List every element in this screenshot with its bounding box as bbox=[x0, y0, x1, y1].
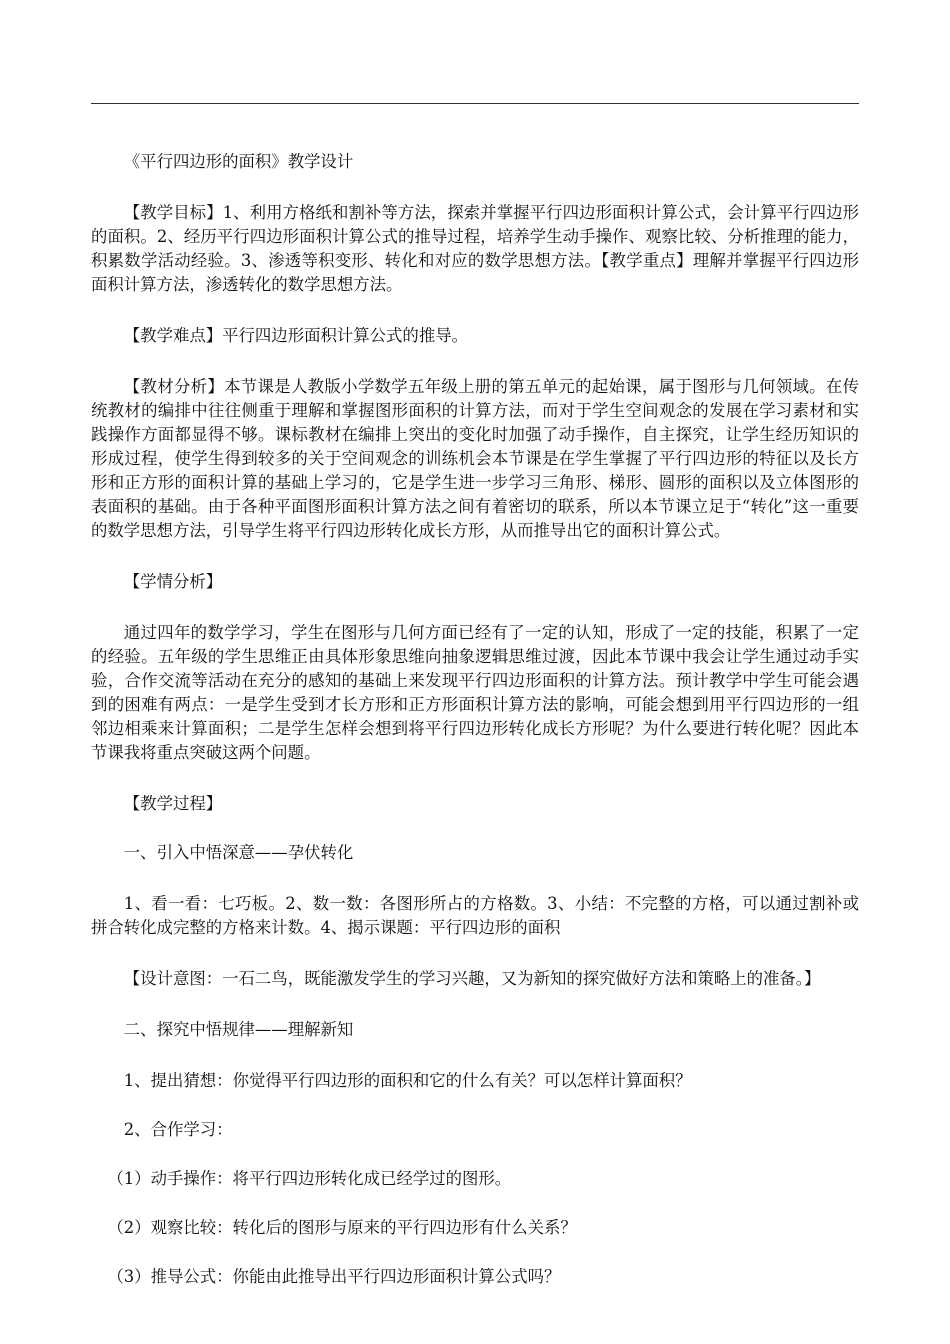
document-title: 《平行四边形的面积》教学设计 bbox=[123, 152, 354, 171]
step-observe-compare: （2）观察比较：转化后的图形与原来的平行四边形有什么关系？ bbox=[107, 1218, 577, 1237]
textbook-analysis-paragraph: 【教材分析】本节课是人教版小学数学五年级上册的第五单元的起始课，属于图形与几何领域。在传统教材的编排中往往侧重于理解和掌握图形面积的计算方法，而对于学生空间观念的发展在学习素材和实践操作方面都显得不够。课标教材在编排上突出的变化时加强了动手操作，自主探究，让学生经历知识的形成过程，使学生得到较多的关于空间观念的训练机会本节课是在学生掌握了平行四边形的特征以及长方形和正方形的面积计算的基础上学习的，它是学生进一步学习三角形、梯形、圆形的面积以及立体图形的表面积的基础。由于各种平面图形面积计算方法之间有着密切的联系，所以本节课立足于“转化”这一重要的数学思想方法，引导学生将平行四边形转化成长方形，从而推导出它的面积计算公式。 bbox=[91, 377, 859, 540]
teaching-goals-paragraph: 【教学目标】1、利用方格纸和割补等方法，探索并掌握平行四边形面积计算公式，会计算平行四边形的面积。2、经历平行四边形面积计算公式的推导过程，培养学生动手操作、观察比较、分析推理的能力，积累数学活动经验。3、渗透等积变形、转化和对应的数学思想方法。【教学重点】理解并掌握平行四边形面积计算方法，渗透转化的数学思想方法。 bbox=[91, 203, 859, 294]
section-1-heading: 一、引入中悟深意——孕伏转化 bbox=[123, 843, 354, 862]
teaching-process-heading: 【教学过程】 bbox=[123, 794, 223, 813]
step-hands-on-operation: （1）动手操作：将平行四边形转化成已经学过的图形。 bbox=[107, 1169, 512, 1188]
cooperative-learning-paragraph: 2、合作学习： bbox=[123, 1120, 233, 1139]
header-rule bbox=[91, 103, 859, 104]
section-2-heading: 二、探究中悟规律——理解新知 bbox=[123, 1020, 354, 1039]
section-1-design-intent: 【设计意图：一石二鸟，既能激发学生的学习兴趣，又为新知的探究做好方法和策略上的准备。】 bbox=[123, 969, 821, 988]
student-analysis-paragraph: 通过四年的数学学习，学生在图形与几何方面已经有了一定的认知，形成了一定的技能，积累了一定的经验。五年级的学生思维正由具体形象思维向抽象逻辑思维过渡，因此本节课中我会让学生通过动手实验，合作交流等活动在充分的感知的基础上来发现平行四边形面积的计算方法。预计教学中学生可能会遇到的困难有两点：一是学生受到才长方形和正方形面积计算方法的影响，可能会想到用平行四边形的一组邻边相乘来计算面积；二是学生怎样会想到将平行四边形转化成长方形呢？为什么要进行转化呢？因此本节课我将重点突破这两个问题。 bbox=[91, 623, 859, 762]
guess-paragraph: 1、提出猜想：你觉得平行四边形的面积和它的什么有关？可以怎样计算面积？ bbox=[123, 1071, 692, 1090]
document-body bbox=[91, 150, 859, 1289]
section-1-steps: 1、看一看：七巧板。2、数一数：各图形所占的方格数。3、小结：不完整的方格，可以通过割补或拼合转化成完整的方格来计数。4、揭示课题：平行四边形的面积 bbox=[91, 894, 859, 937]
student-analysis-heading: 【学情分析】 bbox=[123, 572, 223, 591]
step-derive-formula: （3）推导公式：你能由此推导出平行四边形面积计算公式吗？ bbox=[107, 1267, 561, 1286]
teaching-difficulty-paragraph: 【教学难点】平行四边形面积计算公式的推导。 bbox=[123, 326, 468, 345]
